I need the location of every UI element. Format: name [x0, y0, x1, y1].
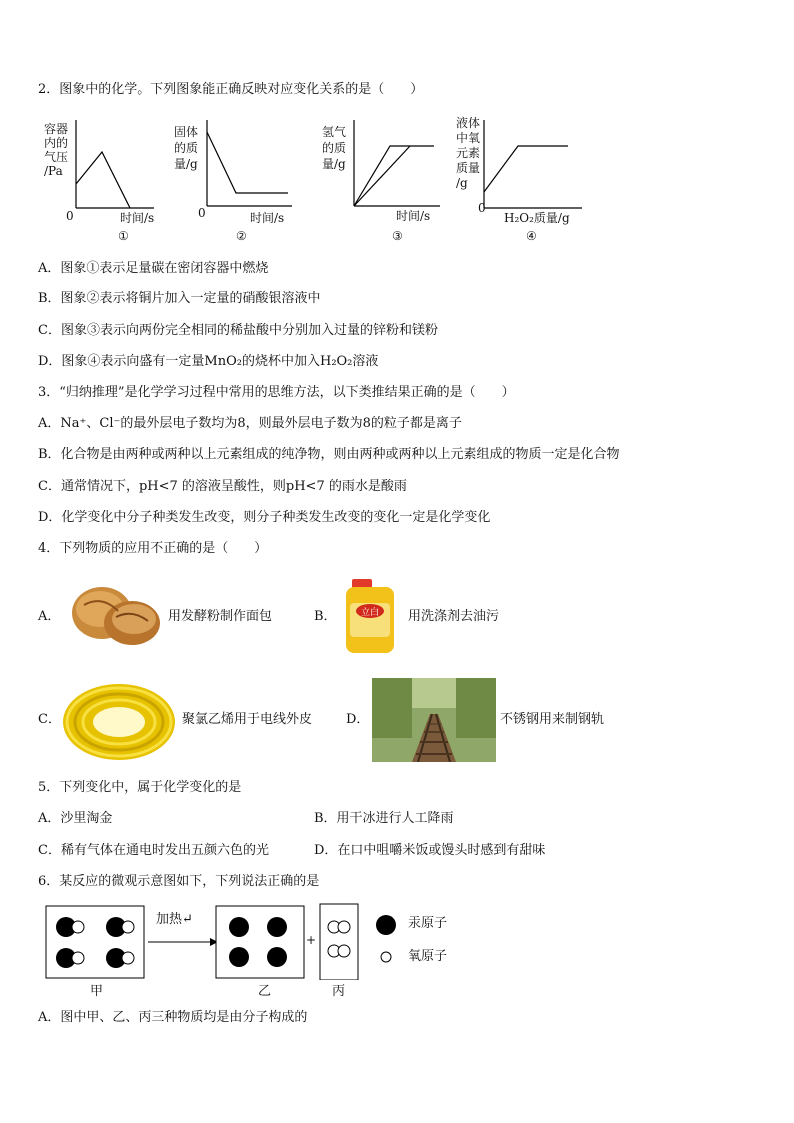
q4-option-a-text: 用发酵粉制作面包 [168, 609, 273, 624]
q2-option-b: B．图象②表示将铜片加入一定量的硝酸银溶液中 [38, 291, 321, 306]
graph-4-number: ④ [526, 229, 537, 243]
label-bing: 丙 [332, 984, 346, 999]
legend-oxygen: 氧原子 [408, 949, 448, 964]
q2-option-c: C．图象③表示向两份完全相同的稀盐酸中分别加入过量的锌粉和镁粉 [38, 323, 438, 338]
q4-option-d-letter: D． [346, 712, 370, 727]
q4-option-a-letter: A． [38, 609, 61, 624]
q6-stem: 6．某反应的微观示意图如下，下列说法正确的是 [38, 874, 320, 889]
graph-2-xlabel: 时间/s [250, 211, 285, 225]
bottle-label: 立白 [360, 608, 380, 618]
q4-option-c-letter: C． [38, 712, 61, 727]
detergent-bottle-image [338, 577, 402, 655]
q4-option-d-text: 不锈钢用来制钢轨 [500, 712, 605, 727]
q6-option-a: A．图中甲、乙、丙三种物质均是由分子构成的 [38, 1010, 308, 1025]
bread-image [64, 575, 164, 651]
graph-4-plot [456, 116, 590, 216]
q5-option-d: D．在口中咀嚼米饭或馒头时感到有甜味 [314, 843, 546, 858]
graph-2-number: ② [236, 229, 247, 243]
q3-option-a: A．Na⁺、Cl⁻的最外层电子数均为8，则最外层电子数为8的粒子都是离子 [38, 416, 462, 431]
railway-image [372, 678, 496, 762]
graph-2 [174, 118, 298, 243]
q5-option-c: C．稀有气体在通电时发出五颜六色的光 [38, 843, 269, 858]
graph-1-ylabel: 容器 内的 气压 /Pa [44, 122, 69, 178]
graph-4-ylabel: 液体 中氧 元素 质量 /g [456, 116, 481, 190]
q4-option-b-text: 用洗涤剂去油污 [408, 609, 500, 624]
label-yi: 乙 [258, 984, 272, 999]
reaction-diagram [40, 900, 480, 1004]
wire-coil-image [60, 680, 178, 764]
graph-1-xlabel: 时间/s [120, 211, 155, 225]
label-jia: 甲 [90, 984, 104, 999]
q5-option-b: B．用干冰进行人工降雨 [314, 811, 454, 826]
graph-1 [44, 118, 164, 243]
graph-1-number: ① [118, 229, 129, 243]
q5-stem: 5．下列变化中，属于化学变化的是 [38, 780, 242, 795]
q3-option-d: D．化学变化中分子种类发生改变，则分子种类发生改变的变化一定是化学变化 [38, 510, 491, 525]
q3-option-c: C．通常情况下，pH<7 的溶液呈酸性，则pH<7 的雨水是酸雨 [38, 479, 407, 494]
q4-option-b-letter: B． [314, 609, 337, 624]
graph-4 [456, 116, 590, 243]
graph-3-plot [322, 118, 448, 218]
q2-stem: 2．图象中的化学。下列图象能正确反映对应变化关系的是（ ） [38, 82, 424, 97]
graph-1-origin: 0 [66, 209, 74, 223]
graph-4-xlabel: H₂O₂质量/g [504, 211, 570, 225]
q4-option-c-text: 聚氯乙烯用于电线外皮 [182, 712, 313, 727]
q4-stem: 4．下列物质的应用不正确的是（ ） [38, 541, 268, 556]
graph-4-origin: 0 [478, 201, 486, 215]
q2-option-d: D．图象④表示向盛有一定量MnO₂的烧杯中加入H₂O₂溶液 [38, 354, 379, 369]
graph-3-xlabel: 时间/s [396, 209, 431, 223]
graph-1-plot [44, 118, 164, 218]
graph-2-origin: 0 [198, 206, 206, 220]
q3-stem: 3．“归纳推理”是化学学习过程中常用的思维方法，以下类推结果正确的是（ ） [38, 385, 515, 400]
q3-option-b: B．化合物是由两种或两种以上元素组成的纯净物，则由两种或两种以上元素组成的物质一定是化合物 [38, 447, 620, 462]
graph-3 [322, 118, 448, 243]
q2-option-a: A．图象①表示足量碳在密闭容器中燃烧 [38, 261, 269, 276]
graph-2-ylabel: 固体 的质 量/g [174, 125, 199, 171]
graph-3-ylabel: 氢气 的质 量/g [322, 125, 347, 171]
arrow-label: 加热↵ [156, 912, 193, 927]
graph-3-number: ③ [392, 229, 403, 243]
legend-mercury: 汞原子 [408, 916, 448, 931]
graph-2-plot [174, 118, 298, 218]
plus-sign: + [306, 933, 317, 947]
q5-option-a: A．沙里淘金 [38, 811, 113, 826]
